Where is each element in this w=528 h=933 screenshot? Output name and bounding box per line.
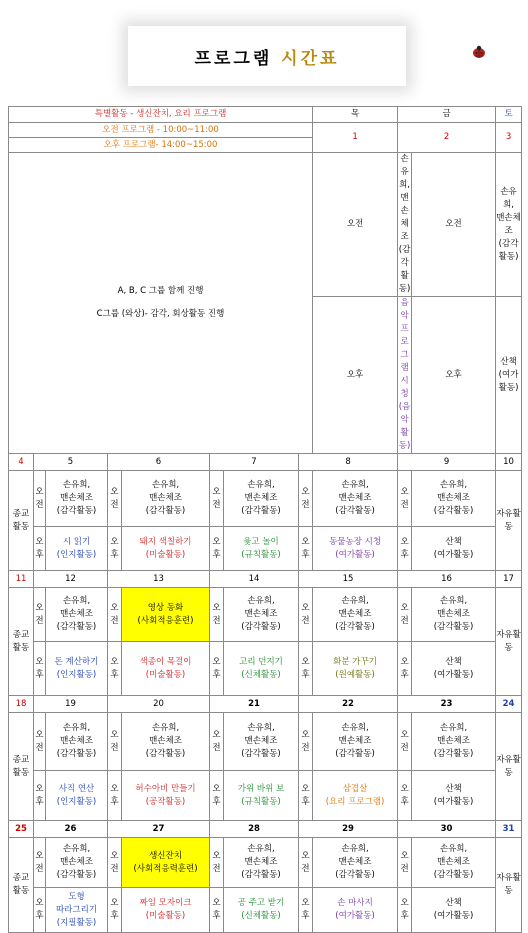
activity-cell: 가위 바위 보 (규칙활동) bbox=[224, 771, 299, 821]
date-28: 28 bbox=[210, 821, 299, 838]
title-accent: 시간표 bbox=[281, 49, 340, 69]
am-label: 오전 bbox=[299, 471, 313, 527]
am-label: 오전 bbox=[299, 838, 313, 888]
am-label: 오전 bbox=[108, 838, 122, 888]
group-note bbox=[9, 153, 313, 454]
ladybug-icon bbox=[471, 45, 487, 59]
activity-cell: 산책 (여가활동) bbox=[412, 888, 496, 933]
activity-cell: 음악 프로그램 시청 (음악활동) bbox=[398, 297, 412, 454]
activity-cell: 손유희, 맨손체조 (감각활동) bbox=[398, 153, 412, 297]
date-16: 16 bbox=[398, 571, 496, 588]
activity-cell: 공 주고 받기 (신체활동) bbox=[224, 888, 299, 933]
am-label: 오전 bbox=[398, 471, 412, 527]
date-12: 12 bbox=[34, 571, 108, 588]
activity-cell: 손유희, 맨손체조 (감각활동) bbox=[412, 838, 496, 888]
day-header-fri: 금 bbox=[398, 107, 496, 123]
am-label: 오전 bbox=[34, 713, 46, 771]
date-5: 5 bbox=[34, 454, 108, 471]
am-label: 오전 bbox=[210, 838, 224, 888]
date-8: 8 bbox=[299, 454, 398, 471]
activity-cell: 산책 (여가활동) bbox=[412, 527, 496, 571]
pm-label: 오후 bbox=[398, 642, 412, 696]
date-29: 29 bbox=[299, 821, 398, 838]
date-25: 25 bbox=[9, 821, 34, 838]
activity-cell: 산책 (여가활동) bbox=[496, 297, 522, 454]
group-note-line1: A, B, C 그룹 함께 진행 bbox=[117, 286, 204, 296]
pm-label: 오후 bbox=[398, 527, 412, 571]
date-1: 1 bbox=[313, 123, 398, 153]
free-activity: 자유활동 bbox=[496, 838, 522, 933]
activity-cell: 허수아비 만들기 (공작활동) bbox=[122, 771, 210, 821]
am-label: 오전 bbox=[34, 838, 46, 888]
pm-label: 오후 bbox=[34, 888, 46, 933]
pm-label: 오후 bbox=[210, 527, 224, 571]
date-15: 15 bbox=[299, 571, 398, 588]
date-18: 18 bbox=[9, 696, 34, 713]
pm-label: 오후 bbox=[299, 642, 313, 696]
free-activity: 자유활동 bbox=[496, 588, 522, 696]
am-label: 오전 bbox=[398, 588, 412, 642]
pm-label: 오후 bbox=[412, 297, 496, 454]
activity-cell: 손유희, 맨손체조 (감각활동) bbox=[46, 471, 108, 527]
am-label: 오전 bbox=[210, 713, 224, 771]
title-banner bbox=[128, 26, 406, 86]
am-label: 오전 bbox=[108, 471, 122, 527]
activity-cell: 손유희, 맨손체조 (감각활동) bbox=[46, 588, 108, 642]
activity-cell: 산책 (여가활동) bbox=[412, 771, 496, 821]
pm-label: 오후 bbox=[210, 888, 224, 933]
date-19: 19 bbox=[34, 696, 108, 713]
activity-cell: 손유희, 맨손체조 (감각활동) bbox=[224, 713, 299, 771]
activity-cell: 돼지 색칠하기 (미술활동) bbox=[122, 527, 210, 571]
am-label: 오전 bbox=[108, 588, 122, 642]
activity-cell: 사직 연산 (인지활동) bbox=[46, 771, 108, 821]
date-10: 10 bbox=[496, 454, 522, 471]
activity-cell: 손유희, 맨손체조 (감각활동) bbox=[224, 471, 299, 527]
date-26: 26 bbox=[34, 821, 108, 838]
day-header-sat: 토 bbox=[496, 107, 522, 123]
activity-cell: 시 읽기 (인지활동) bbox=[46, 527, 108, 571]
date-17: 17 bbox=[496, 571, 522, 588]
pm-time-note: 오후 프로그램- 14:00~15:00 bbox=[9, 138, 313, 153]
pm-label: 오후 bbox=[210, 642, 224, 696]
pm-label: 오후 bbox=[398, 888, 412, 933]
activity-cell: 화분 가꾸기 (원예활동) bbox=[313, 642, 398, 696]
religious-activity: 종교활동 bbox=[9, 588, 34, 696]
activity-cell: 손유희, 맨손체조 (감각활동) bbox=[224, 588, 299, 642]
date-13: 13 bbox=[108, 571, 210, 588]
religious-activity: 종교활동 bbox=[9, 471, 34, 571]
activity-cell: 손유희, 맨손체조 (감각활동) bbox=[313, 713, 398, 771]
highlight-activity-cell: 생신잔치 (사회적응력훈련) bbox=[122, 838, 210, 888]
am-label: 오전 bbox=[108, 713, 122, 771]
activity-cell: 색종이 목걸이 (미술활동) bbox=[122, 642, 210, 696]
am-label: 오전 bbox=[412, 153, 496, 297]
am-label: 오전 bbox=[210, 588, 224, 642]
schedule-table bbox=[8, 106, 522, 933]
religious-activity: 종교활동 bbox=[9, 838, 34, 933]
date-9: 9 bbox=[398, 454, 496, 471]
activity-cell: 손유희, 맨손체조 (감각활동) bbox=[313, 838, 398, 888]
date-3: 3 bbox=[496, 123, 522, 153]
pm-label: 오후 bbox=[108, 642, 122, 696]
date-4: 4 bbox=[9, 454, 34, 471]
pm-label: 오후 bbox=[108, 771, 122, 821]
am-label: 오전 bbox=[398, 713, 412, 771]
date-2: 2 bbox=[398, 123, 496, 153]
date-31: 31 bbox=[496, 821, 522, 838]
pm-label: 오후 bbox=[108, 888, 122, 933]
free-activity: 자유활동 bbox=[496, 713, 522, 821]
activity-cell: 짜임 모자이크 (미술활동) bbox=[122, 888, 210, 933]
date-6: 6 bbox=[108, 454, 210, 471]
activity-cell: 윷고 놀이 (규칙활동) bbox=[224, 527, 299, 571]
am-label: 오전 bbox=[34, 471, 46, 527]
activity-cell: 도형 따라그리기 (지필활동) bbox=[46, 888, 108, 933]
activity-cell: 삼겹살 (요리 프로그램) bbox=[313, 771, 398, 821]
am-label: 오전 bbox=[210, 471, 224, 527]
pm-label: 오후 bbox=[34, 527, 46, 571]
date-7: 7 bbox=[210, 454, 299, 471]
activity-cell: 산책 (여가활동) bbox=[412, 642, 496, 696]
activity-cell: 손유희, 맨손체조 (감각활동) bbox=[412, 588, 496, 642]
am-label: 오전 bbox=[398, 838, 412, 888]
am-label: 오전 bbox=[313, 153, 398, 297]
activity-cell: 손 마사지 (여가활동) bbox=[313, 888, 398, 933]
pm-label: 오후 bbox=[34, 642, 46, 696]
date-21: 21 bbox=[210, 696, 299, 713]
activity-cell: 손유희, 맨손체조 (감각활동) bbox=[122, 713, 210, 771]
pm-label: 오후 bbox=[299, 771, 313, 821]
activity-cell: 손유희, 맨손체조 (감각활동) bbox=[224, 838, 299, 888]
activity-cell: 손유희, 맨손체조 (감각활동) bbox=[496, 153, 522, 297]
activity-cell: 손유희, 맨손체조 (감각활동) bbox=[313, 588, 398, 642]
date-23: 23 bbox=[398, 696, 496, 713]
date-11: 11 bbox=[9, 571, 34, 588]
pm-label: 오후 bbox=[299, 527, 313, 571]
group-note-line2: C그룹 (와상)- 감각, 회상활동 진행 bbox=[96, 309, 225, 319]
activity-cell: 돈 계산하기 (인지활동) bbox=[46, 642, 108, 696]
am-label: 오전 bbox=[299, 588, 313, 642]
pm-label: 오후 bbox=[398, 771, 412, 821]
activity-cell: 손유희, 맨손체조 (감각활동) bbox=[412, 471, 496, 527]
date-30: 30 bbox=[398, 821, 496, 838]
activity-cell: 고리 던지기 (신체활동) bbox=[224, 642, 299, 696]
date-24: 24 bbox=[496, 696, 522, 713]
date-14: 14 bbox=[210, 571, 299, 588]
pm-label: 오후 bbox=[313, 297, 398, 454]
religious-activity: 종교활동 bbox=[9, 713, 34, 821]
activity-cell: 손유희, 맨손체조 (감각활동) bbox=[313, 471, 398, 527]
highlight-activity-cell: 영상 동화 (사회적응훈련) bbox=[122, 588, 210, 642]
free-activity: 자유활동 bbox=[496, 471, 522, 571]
date-27: 27 bbox=[108, 821, 210, 838]
activity-cell: 동물농장 시청 (여가활동) bbox=[313, 527, 398, 571]
activity-cell: 손유희, 맨손체조 (감각활동) bbox=[46, 713, 108, 771]
title-main: 프로그램 bbox=[194, 49, 273, 69]
date-20: 20 bbox=[108, 696, 210, 713]
activity-cell: 손유희, 맨손체조 (감각활동) bbox=[122, 471, 210, 527]
date-22: 22 bbox=[299, 696, 398, 713]
special-activity-note: 특별활동 - 생신잔치, 요리 프로그램 bbox=[9, 107, 313, 123]
am-time-note: 오전 프로그램 - 10:00~11:00 bbox=[9, 123, 313, 138]
pm-label: 오후 bbox=[34, 771, 46, 821]
activity-cell: 손유희, 맨손체조 (감각활동) bbox=[46, 838, 108, 888]
page-title bbox=[128, 44, 406, 69]
day-header-thu: 목 bbox=[313, 107, 398, 123]
am-label: 오전 bbox=[299, 713, 313, 771]
pm-label: 오후 bbox=[210, 771, 224, 821]
pm-label: 오후 bbox=[299, 888, 313, 933]
am-label: 오전 bbox=[34, 588, 46, 642]
pm-label: 오후 bbox=[108, 527, 122, 571]
activity-cell: 손유희, 맨손체조 (감각활동) bbox=[412, 713, 496, 771]
